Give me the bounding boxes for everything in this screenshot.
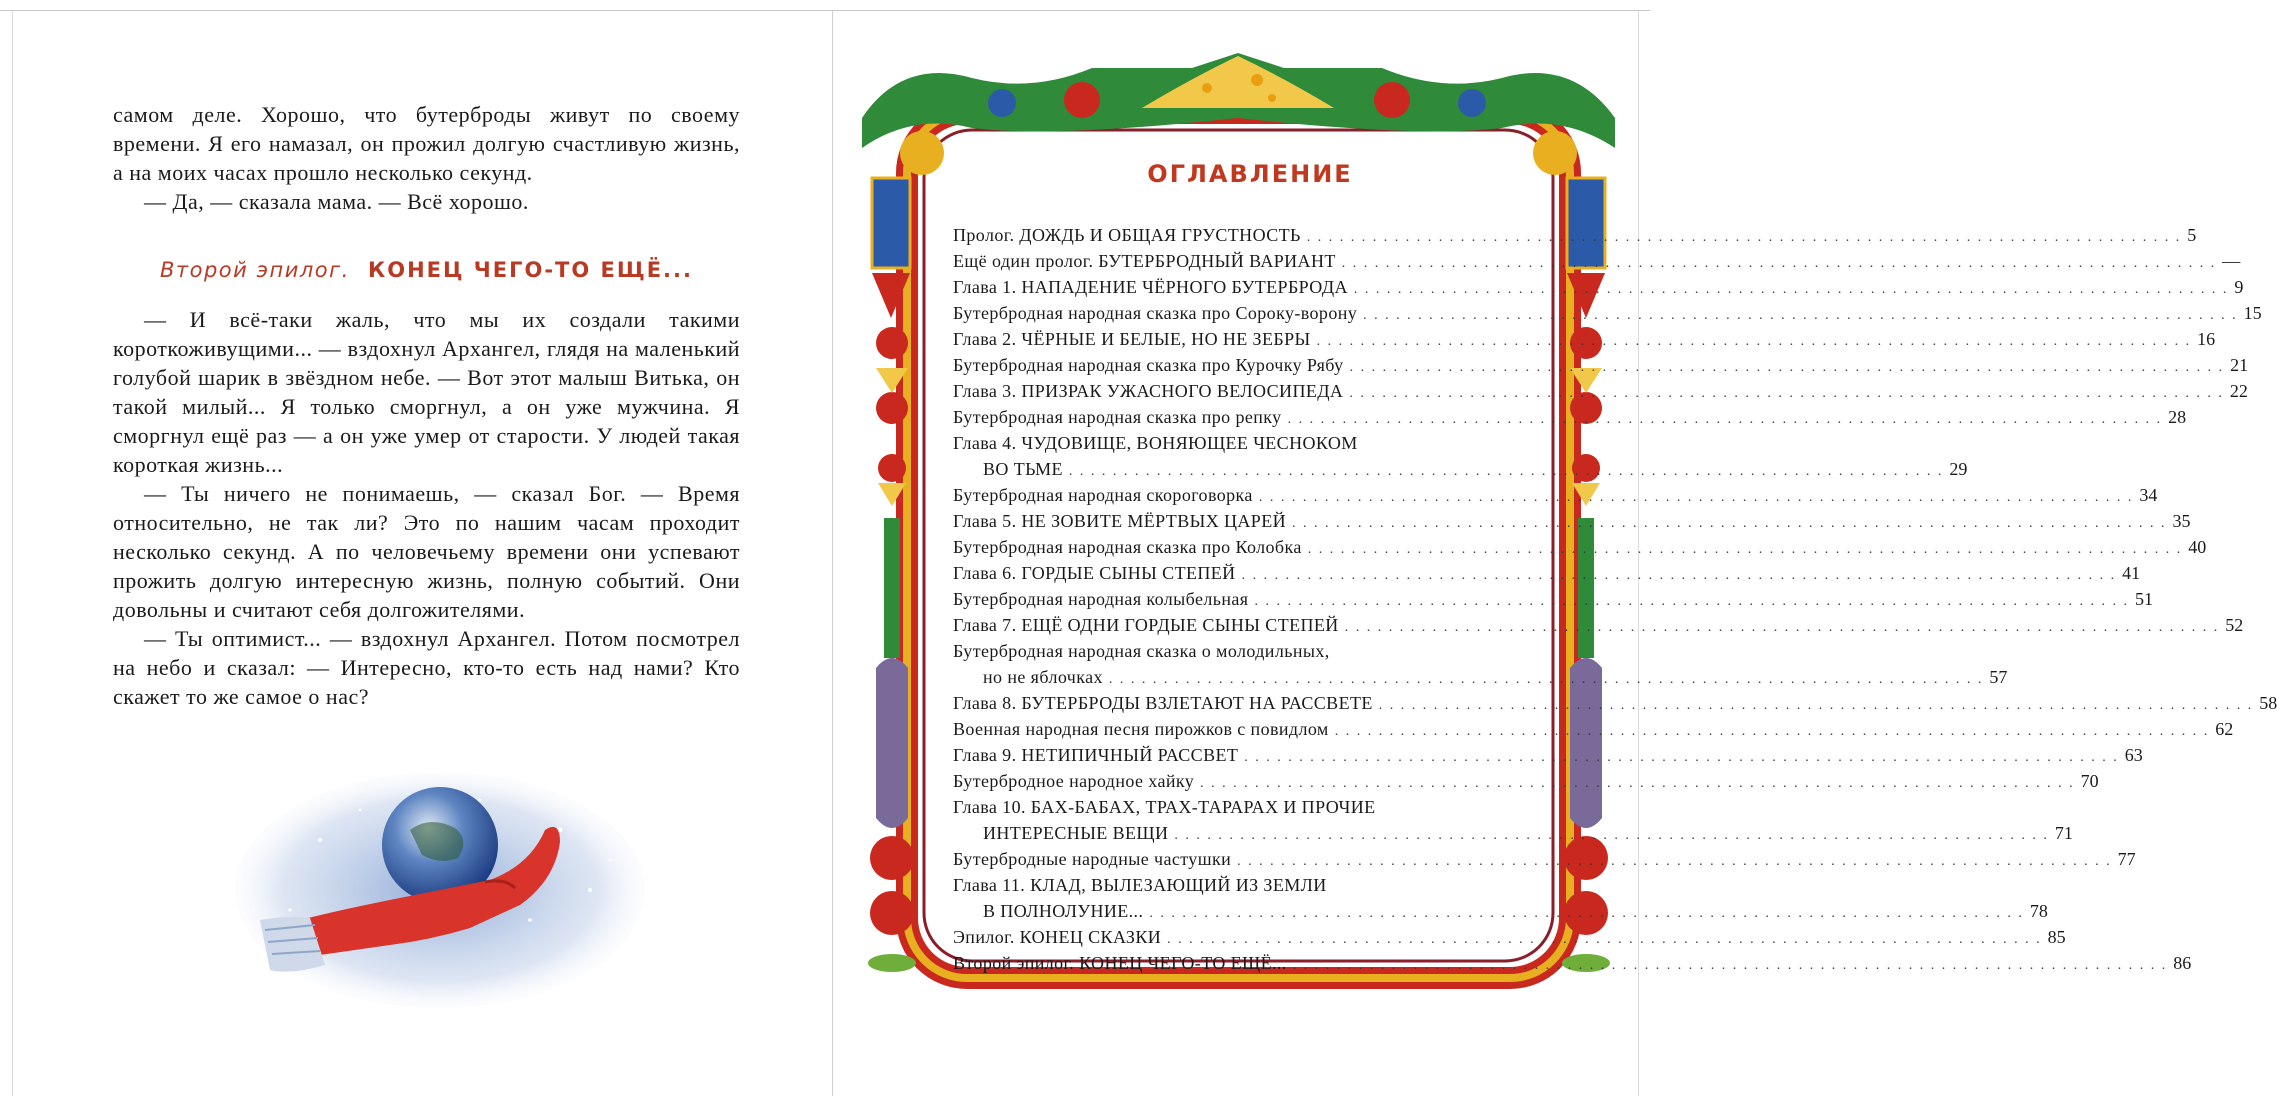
toc-entry [953, 768, 2099, 794]
toc-entry-page: 29 [1949, 459, 1968, 479]
toc-entry-page: 16 [2197, 329, 2216, 349]
paragraph: — Ты ничего не понимаешь, — сказал Бог. — Время относительно, не так ли? Это по нашим часам проходит несколько секунд. А по человечьему времени они успевают прожить долгую интересную жизнь, полную событий. Они довольны и считают себя долгожителями. [113, 481, 740, 622]
toc-entry [953, 404, 2187, 430]
toc-entry-page: 9 [2234, 277, 2244, 297]
toc-entry [953, 586, 2153, 612]
toc-entry-title: Глава 11. КЛАД, ВЫЛЕЗАЮЩИЙ ИЗ ЗЕМЛИ [953, 875, 1327, 895]
toc-entry-page: 70 [2080, 771, 2099, 791]
toc-entry-page: 21 [2230, 355, 2249, 375]
toc-entry-page: 63 [2124, 745, 2143, 765]
toc-entry [953, 742, 2143, 768]
toc-entry-title: ИНТЕРЕСНЫЕ ВЕЩИ [983, 823, 1169, 843]
toc-entry [953, 300, 2262, 326]
toc-title: ОГЛАВЛЕНИЕ [1147, 160, 1353, 188]
toc-entry-title: ВО ТЬМЕ [983, 459, 1063, 479]
toc-leader-dots: . . . . . . . . . . . . . . . . . . . . . . . . . . . . . . . . . . . . . . . . . . . . . . . . . . . . . . . . . . . . . . . . . . . . . . . . . . . . . . . . [1258, 490, 2134, 505]
toc-entry-title: Бутербродная народная скороговорка [953, 485, 1253, 505]
table-of-contents [953, 222, 2277, 976]
toc-leader-dots: . . . . . . . . . . . . . . . . . . . . . . . . . . . . . . . . . . . . . . . . . . . . . . . . . . . . . . . . . . . . . . . . . . . . . . . . . . . . . . . . [1344, 620, 2220, 635]
paragraph: — Да, — сказала мама. — Всё хорошо. [144, 189, 529, 214]
toc-entry-title: Бутербродная народная сказка о молодильных, [953, 641, 1330, 661]
paragraph: — Ты оптимист... — вздохнул Архангел. Потом посмотрел на небо и сказал: — Интересно, кто-то есть над нами? Кто скажет то же самое о нас? [113, 626, 740, 709]
toc-entry [953, 430, 1523, 456]
toc-leader-dots: . . . . . . . . . . . . . . . . . . . . . . . . . . . . . . . . . . . . . . . . . . . . . . . . . . . . . . . . . . . . . . . . . . . . . . . . . . . . . . . . [1108, 672, 1984, 687]
toc-leader-dots: . . . . . . . . . . . . . . . . . . . . . . . . . . . . . . . . . . . . . . . . . . . . . . . . . . . . . . . . . . . . . . . . . . . . . . . . . . . . . . . . [1174, 828, 2049, 843]
toc-entry-page: 77 [2117, 849, 2136, 869]
toc-entry [953, 560, 2141, 586]
toc-entry-title: Глава 4. ЧУДОВИЩЕ, ВОНЯЮЩЕЕ ЧЕСНОКОМ [953, 433, 1358, 453]
toc-entry-title: Глава 2. ЧЁРНЫЕ И БЕЛЫЕ, НО НЕ ЗЕБРЫ [953, 329, 1311, 349]
toc-leader-dots: . . . . . . . . . . . . . . . . . . . . . . . . . . . . . . . . . . . . . . . . . . . . . . . . . . . . . . . . . . . . . . . . . . . . . . . . . . . . . . . . [1306, 230, 2182, 245]
toc-entry [953, 664, 2008, 690]
toc-entry [953, 274, 2244, 300]
toc-entry-title: Глава 3. ПРИЗРАК УЖАСНОГО ВЕЛОСИПЕДА [953, 381, 1344, 401]
toc-entry-title: Глава 6. ГОРДЫЕ СЫНЫ СТЕПЕЙ [953, 563, 1236, 583]
toc-leader-dots: . . . . . . . . . . . . . . . . . . . . . . . . . . . . . . . . . . . . . . . . . . . . . . . . . . . . . . . . . . . . . . . . . . . . . . . . . . . . . . . . [1316, 334, 2192, 349]
toc-entry [953, 846, 2136, 872]
toc-entry-title: Глава 10. БАХ-БАБАХ, ТРАХ-ТАРАРАХ И ПРОЧИЕ [953, 797, 1376, 817]
toc-leader-dots: . . . . . . . . . . . . . . . . . . . . . . . . . . . . . . . . . . . . . . . . . . . . . . . . . . . . . . . . . . . . . . . . . . . . . . . . . . . . . . . . [1292, 958, 2168, 973]
toc-leader-dots: . . . . . . . . . . . . . . . . . . . . . . . . . . . . . . . . . . . . . . . . . . . . . . . . . . . . . . . . . . . . . . . . . . . . . . . . . . . . . . . . [1349, 386, 2224, 401]
toc-leader-dots: . . . . . . . . . . . . . . . . . . . . . . . . . . . . . . . . . . . . . . . . . . . . . . . . . . . . . . . . . . . . . . . . . . . . . . . . . . . . . . . . [1341, 256, 2217, 271]
toc-entry [953, 872, 1523, 898]
toc-entry-title: Бутербродные народные частушки [953, 849, 1232, 869]
toc-entry [953, 820, 2073, 846]
toc-entry-title: Глава 1. НАПАДЕНИЕ ЧЁРНОГО БУТЕРБРОДА [953, 277, 1348, 297]
toc-leader-dots: . . . . . . . . . . . . . . . . . . . . . . . . . . . . . . . . . . . . . . . . . . . . . . . . . . . . . . . . . . . . . . . . . . . . . . . . . . . . . . . . [1149, 906, 2024, 921]
toc-entry-page: 5 [2187, 225, 2197, 245]
toc-entry-title: Военная народная песня пирожков с повидлом [953, 719, 1329, 739]
toc-leader-dots: . . . . . . . . . . . . . . . . . . . . . . . . . . . . . . . . . . . . . . . . . . . . . . . . . . . . . . . . . . . . . . . . . . . . . . . . . . . . . . . . [1378, 698, 2254, 713]
toc-entry [953, 690, 2277, 716]
toc-entry-page: 28 [2168, 407, 2187, 427]
text-block-top [113, 100, 740, 216]
toc-leader-dots: . . . . . . . . . . . . . . . . . . . . . . . . . . . . . . . . . . . . . . . . . . . . . . . . . . . . . . . . . . . . . . . . . . . . . . . . . . . . . . . . [1292, 516, 2167, 531]
hand-holding-globe-illustration [230, 770, 650, 1020]
toc-entry [953, 716, 2234, 742]
toc-entry-title: Глава 9. НЕТИПИЧНЫЙ РАССВЕТ [953, 745, 1239, 765]
toc-entry-title: Бутербродное народное хайку [953, 771, 1195, 791]
toc-leader-dots: . . . . . . . . . . . . . . . . . . . . . . . . . . . . . . . . . . . . . . . . . . . . . . . . . . . . . . . . . . . . . . . . . . . . . . . . . . . . . . . . [1237, 854, 2112, 869]
paragraph: самом деле. Хорошо, что бутерброды живут по своему времени. Я его намазал, он прожил долгую счастливую жизнь, а на моих часах прошло несколько секунд. [113, 102, 740, 185]
toc-entry-page: 15 [2243, 303, 2262, 323]
epilogue-heading [113, 258, 740, 282]
heading-caps: КОНЕЦ ЧЕГО-ТО ЕЩЁ... [368, 258, 693, 282]
toc-entry-page: 62 [2215, 719, 2234, 739]
toc-entry [953, 508, 2191, 534]
toc-leader-dots: . . . . . . . . . . . . . . . . . . . . . . . . . . . . . . . . . . . . . . . . . . . . . . . . . . . . . . . . . . . . . . . . . . . . . . . . . . . . . . . . [1167, 932, 2042, 947]
toc-entry-page: 58 [2259, 693, 2277, 713]
toc-entry [953, 248, 2241, 274]
toc-leader-dots: . . . . . . . . . . . . . . . . . . . . . . . . . . . . . . . . . . . . . . . . . . . . . . . . . . . . . . . . . . . . . . . . . . . . . . . . . . . . . . . . [1287, 412, 2163, 427]
toc-entry [953, 612, 2244, 638]
toc-leader-dots: . . . . . . . . . . . . . . . . . . . . . . . . . . . . . . . . . . . . . . . . . . . . . . . . . . . . . . . . . . . . . . . . . . . . . . . . . . . . . . . . [1244, 750, 2119, 765]
toc-entry [953, 222, 2197, 248]
toc-leader-dots: . . . . . . . . . . . . . . . . . . . . . . . . . . . . . . . . . . . . . . . . . . . . . . . . . . . . . . . . . . . . . . . . . . . . . . . . . . . . . . . . [1200, 776, 2075, 791]
toc-entry-page: 71 [2054, 823, 2073, 843]
toc-entry-title: Бутербродная народная сказка про репку [953, 407, 1282, 427]
toc-entry-title: Ещё один пролог. БУТЕРБРОДНЫЙ ВАРИАНТ [953, 251, 1336, 271]
toc-entry-title: Пролог. ДОЖДЬ И ОБЩАЯ ГРУСТНОСТЬ [953, 225, 1301, 245]
toc-entry [953, 924, 2066, 950]
toc-entry-page: 34 [2139, 485, 2158, 505]
toc-entry-page: 86 [2173, 953, 2192, 973]
toc-entry-title: Эпилог. КОНЕЦ СКАЗКИ [953, 927, 1162, 947]
toc-entry [953, 534, 2207, 560]
toc-entry-page: — [2222, 251, 2241, 271]
toc-entry-title: Бутербродная народная сказка про Курочку Рябу [953, 355, 1344, 375]
toc-leader-dots: . . . . . . . . . . . . . . . . . . . . . . . . . . . . . . . . . . . . . . . . . . . . . . . . . . . . . . . . . . . . . . . . . . . . . . . . . . . . . . . . [1254, 594, 2129, 609]
toc-entry-title: Глава 5. НЕ ЗОВИТЕ МЁРТВЫХ ЦАРЕЙ [953, 511, 1287, 531]
toc-leader-dots: . . . . . . . . . . . . . . . . . . . . . . . . . . . . . . . . . . . . . . . . . . . . . . . . . . . . . . . . . . . . . . . . . . . . . . . . . . . . . . . . [1241, 568, 2117, 583]
toc-entry-page: 35 [2172, 511, 2191, 531]
heading-italic: Второй эпилог. [159, 258, 350, 282]
toc-entry [953, 456, 1968, 482]
toc-entry-title: Бутербродная народная колыбельная [953, 589, 1249, 609]
toc-entry-page: 41 [2122, 563, 2141, 583]
toc-entry-title: Глава 7. ЕЩЁ ОДНИ ГОРДЫЕ СЫНЫ СТЕПЕЙ [953, 615, 1339, 635]
toc-entry-page: 85 [2047, 927, 2066, 947]
toc-entry-title: Глава 8. БУТЕРБРОДЫ ВЗЛЕТАЮТ НА РАССВЕТЕ [953, 693, 1373, 713]
toc-entry-page: 40 [2188, 537, 2207, 557]
toc-entry [953, 950, 2192, 976]
toc-leader-dots: . . . . . . . . . . . . . . . . . . . . . . . . . . . . . . . . . . . . . . . . . . . . . . . . . . . . . . . . . . . . . . . . . . . . . . . . . . . . . . . . [1334, 724, 2210, 739]
toc-entry-title: но не яблочках [983, 667, 1103, 687]
toc-entry-page: 51 [2134, 589, 2153, 609]
toc-entry [953, 638, 1523, 664]
toc-entry-page: 57 [1989, 667, 2008, 687]
toc-entry-page: 52 [2225, 615, 2244, 635]
toc-entry [953, 482, 2158, 508]
toc-entry-page: 78 [2029, 901, 2048, 921]
toc-leader-dots: . . . . . . . . . . . . . . . . . . . . . . . . . . . . . . . . . . . . . . . . . . . . . . . . . . . . . . . . . . . . . . . . . . . . . . . . . . . . . . . . [1307, 542, 2183, 557]
toc-leader-dots: . . . . . . . . . . . . . . . . . . . . . . . . . . . . . . . . . . . . . . . . . . . . . . . . . . . . . . . . . . . . . . . . . . . . . . . . . . . . . . . . [1363, 308, 2238, 323]
paragraph: — И всё-таки жаль, что мы их создали такими короткоживущими... — вздохнул Архангел, глядя на маленький голубой шарик в звёздном небе. — Вот этот малыш Витька, он такой милый... Я только сморгнул, а он уже мужчина. Я сморгнул ещё раз — а он уже умер от старости. У людей такая короткая жизнь... [113, 307, 740, 477]
toc-entry-title: В ПОЛНОЛУНИЕ... [983, 901, 1144, 921]
toc-entry [953, 794, 1523, 820]
toc-entry [953, 898, 2048, 924]
toc-entry-title: Бутербродная народная сказка про Сороку-ворону [953, 303, 1358, 323]
toc-leader-dots: . . . . . . . . . . . . . . . . . . . . . . . . . . . . . . . . . . . . . . . . . . . . . . . . . . . . . . . . . . . . . . . . . . . . . . . . . . . . . . . . [1068, 464, 1944, 479]
toc-entry [953, 326, 2216, 352]
toc-entry [953, 352, 2249, 378]
toc-leader-dots: . . . . . . . . . . . . . . . . . . . . . . . . . . . . . . . . . . . . . . . . . . . . . . . . . . . . . . . . . . . . . . . . . . . . . . . . . . . . . . . . [1353, 282, 2229, 297]
toc-entry-title: Второй эпилог. КОНЕЦ ЧЕГО-ТО ЕЩЁ... [953, 953, 1287, 973]
toc-leader-dots: . . . . . . . . . . . . . . . . . . . . . . . . . . . . . . . . . . . . . . . . . . . . . . . . . . . . . . . . . . . . . . . . . . . . . . . . . . . . . . . . [1349, 360, 2225, 375]
toc-entry-page: 22 [2229, 381, 2248, 401]
toc-entry-title: Бутербродная народная сказка про Колобка [953, 537, 1302, 557]
text-block-bottom [113, 305, 740, 711]
toc-entry [953, 378, 2248, 404]
